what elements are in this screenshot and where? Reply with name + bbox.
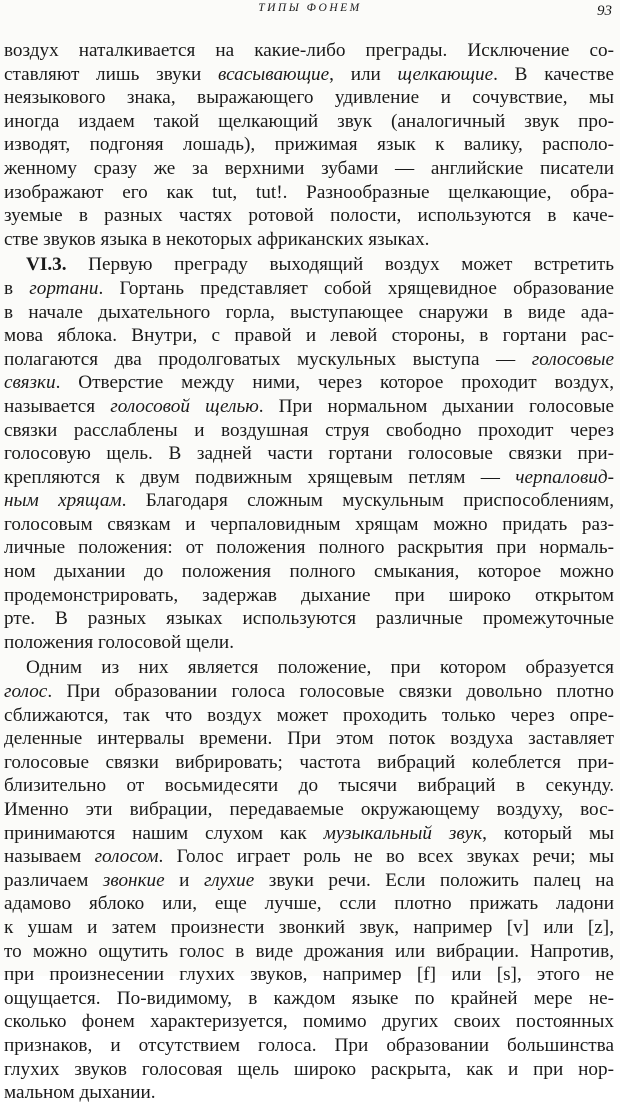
body-text: [4, 39, 614, 1105]
text-line: называем голосом. Голос играет роль не во всех звуках речи; мы: [4, 846, 614, 868]
italic-term: голосом: [94, 846, 159, 868]
text-line: неязыкового знака, выражающего удивление и сочувствие, мы: [4, 87, 614, 109]
text-line: то можно ощутить голос в виде дрожания или вибрации. Напротив,: [4, 940, 614, 962]
text-line: положения голосовой щели.: [4, 631, 234, 653]
text-line: ным хрящам. Благодаря сложным мускульным приспособлениям,: [4, 490, 614, 512]
text-line: ставляют лишь звуки всасывающие, или щелкающие. В качестве: [4, 63, 614, 85]
text-line: различаем звонкие и глухие звуки речи. Если положить палец на: [4, 869, 614, 891]
text-line: деленные интервалы времени. При этом поток воздуха заставляет: [4, 728, 614, 750]
text-line: мальном дыхании.: [4, 1082, 156, 1104]
text-line: глухих звуков голосовая щель широко раскрыта, как и при нор-: [4, 1058, 614, 1080]
text-line: сколько фонем характеризуется, помимо других своих постоянных: [4, 1011, 614, 1033]
text-line: сближаются, так что воздух может проходить только через опре-: [4, 704, 614, 726]
italic-term: голосовые: [531, 348, 614, 370]
text-line: связки. Отверстие между ними, через которое проходит воздух,: [4, 372, 614, 394]
text-line: голосовые связки вибрировать; частота вибраций колеблется при-: [4, 751, 614, 773]
page-header: [0, 0, 620, 30]
text-line: продемонстрировать, задержав дыхание при широко открытом: [4, 584, 614, 606]
italic-term: гортани: [29, 277, 99, 299]
text-line: рте. В разных языках используются различные промежуточные: [4, 608, 614, 630]
italic-term: ным хрящам: [4, 490, 122, 512]
text-line: полагаются два продолговатых мускульных выступа — голосовые: [4, 348, 614, 370]
italic-term: глухие: [203, 869, 255, 891]
section-number: VI.3.: [26, 254, 67, 276]
text-line: Именно эти вибрации, передаваемые окружающему воздуху, вос-: [4, 799, 614, 820]
text-line: признаков, и отсутствием голоса. При образовании большинства: [4, 1034, 614, 1056]
italic-term: звонкие: [102, 869, 165, 891]
text-line: VI.3. Первую преграду выходящий воздух может встретить: [26, 254, 614, 276]
text-line: изводят, подгоняя лошадь), прижимая язык к валику, располо-: [4, 134, 614, 156]
italic-term: всасывающие: [218, 63, 330, 85]
italic-term: голосовой щелью: [110, 395, 259, 417]
text-line: голосовым связкам и черпаловидным хрящам можно придать раз-: [4, 513, 614, 535]
text-line: зуемые в разных частях ротовой полости, используются в каче-: [4, 205, 614, 227]
text-line: к ушам и затем произнести звонкий звук, например [v] или [z],: [4, 916, 614, 938]
text-line: ном дыхании до положения полного смыкания, которое можно: [4, 561, 614, 583]
italic-term: музыкальный звук: [323, 822, 483, 844]
text-line: в гортани. Гортань представляет собой хрящевидное образование: [4, 277, 614, 299]
text-line: в начале дыхательного горла, выступающее снаружи в виде ада-: [4, 301, 614, 323]
text-line: мова яблока. Внутри, с правой и левой стороны, в гортани рас-: [4, 325, 614, 347]
text-line: близительно от восьмидесяти до тысячи вибраций в секунду.: [4, 775, 614, 797]
text-line: связки расслаблены и воздушная струя свободно проходит через: [4, 419, 614, 441]
text-line: женному сразу же за верхними зубами — английские писатели: [4, 157, 614, 179]
italic-term: черпаловид-: [515, 466, 614, 488]
text-line: крепляются к двум подвижным хрящевым петлям — черпаловид-: [4, 466, 614, 488]
text-line: голос. При образовании голоса голосовые связки довольно плотно: [4, 681, 614, 703]
text-line: принимаются нашим слухом как музыкальный звук, который мы: [4, 822, 614, 844]
text-line: иногда издаем такой щелкающий звук (аналогичный звук про-: [4, 110, 614, 132]
text-line: личные положения: от положения полного раскрытия при нормаль-: [4, 537, 614, 559]
text-line: адамово яблоко или, еще лучше, ссли плотно прижать ладони: [4, 893, 614, 915]
text-line: называется голосовой щелью. При нормальном дыхании голосовые: [4, 395, 614, 417]
page-number: 93: [597, 3, 612, 19]
text-line: ощущается. По-видимому, в каждом языке по крайней мере не-: [4, 987, 614, 1009]
italic-term: связки: [4, 372, 56, 394]
text-line: Одним из них является положение, при котором образуется: [26, 657, 614, 679]
italic-term: голос: [4, 681, 48, 703]
running-head: ТИПЫ ФОНЕМ: [258, 2, 362, 14]
italic-term: щелкающие: [397, 63, 494, 85]
text-line: при произнесении глухих звуков, например [f] или [s], этого не: [4, 964, 614, 986]
text-line: стве звуков языка в некоторых африканских языках.: [4, 228, 430, 250]
text-line: голосовую щель. В задней части гортани голосовые связки при-: [4, 443, 614, 465]
text-line: изображают его как tut, tut!. Разнообразные щелкающие, обра-: [4, 181, 614, 203]
text-line: воздух наталкивается на какие-либо преграды. Исключение со-: [4, 40, 614, 61]
